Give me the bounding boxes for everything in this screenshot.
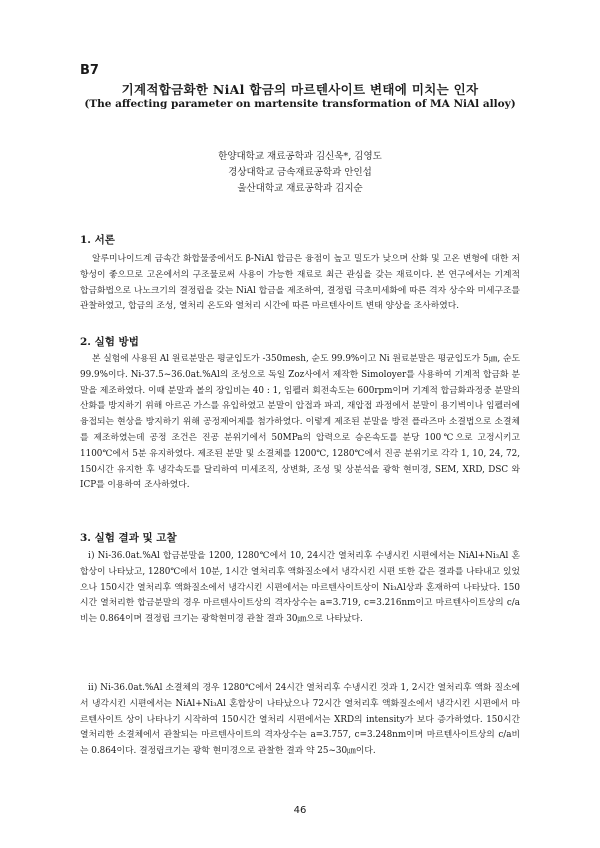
page-number: 46 [293,805,307,816]
introduction-paragraph: 알루미나이드계 금속간 화합물중에서도 β-NiAl 합금은 융점이 높고 밀도가 낮으며 산화 및 고온 변형에 대한 저항성이 좋으므로 고온에서의 구조물로써 사용이 가능한 재료로 최근 관심을 갖는 재료이다. 본 연구에서는 기계적 합금화법으로 나노크기의 결정립을 갖는 NiAl 합금을 제조하여, 결정립 극초미세화에 따른 격자 상수와 미세구조를 관찰하였고, 합금의 조성, 열처리 온도와 열처리 시간에 따른 마르텐사이트 변태 양상을 조사하였다. [80,254,520,312]
author-affiliation-3: 울산대학교 재료공학과 김지순 [237,183,363,194]
results-paragraph-1: ⅰ) Ni-36.0at.%Al 합금분말을 1200, 1280℃에서 10, 24시간 열처리후 수냉시킨 시편에서는 NiAl+Ni₃Al 혼합상이 나타났고, 1280℃에서 10분, 1시간 열처리후 액화질소에서 냉각시킨 시편 또한 같은 결과를 나타내고 있었으나 150시간 열처리후 액화질소에서 냉각시킨 시편에서는 마르텐사이트상이 Ni₃Al상과 혼재하여 나타났다. 150시간 열처리한 합금분말의 경우 마르텐사이트상의 격자상수는 a=3.719, c=3.216nm이고 마르텐사이트상의 c/a비는 0.864이며 결정립 크기는 광학현미경 관찰 결과 30㎛으로 나타났다. [80,551,520,625]
author-affiliation-1: 한양대학교 재료공학과 김신욱*, 김영도 [218,151,382,162]
section-heading-methods: 2. 실험 방법 [80,336,139,348]
paper-subtitle: (The affecting parameter on martensite transformation of MA NiAl alloy) [84,98,516,110]
author-affiliation-2: 경상대학교 금속재료공학과 안인섭 [228,167,372,178]
section-heading-introduction: 1. 서론 [80,234,115,246]
abstract-code: B7 [80,63,99,78]
section-heading-results: 3. 실험 결과 및 고찰 [80,532,177,544]
results-paragraph-2: ⅱ) Ni-36.0at.%Al 소결체의 경우 1280℃에서 24시간 열처리후 수냉시킨 것과 1, 2시간 열처리후 액화 질소에서 냉각시킨 시편에서는 NiAl+Ni₃Al 혼합상이 나타났으나 72시간 열처리후 액화질소에서 냉각시킨 시편에서 마르텐사이트 상이 나타나기 시작하여 150시간 열처리 시편에서는 XRD의 intensity가 보다 증가하였다. 150시간 열처리한 소결체에서 관찰되는 마르텐사이트의 격자상수는 a=3.757, c=3.248nm이며 마르텐사이트상의 c/a비는 0.864이다. 결정립크기는 광학 현미경으로 관찰한 결과 약 25~30㎛이다. [80,683,520,757]
paper-title: 기계적합금화한 NiAl 합금의 마르텐사이트 변태에 미치는 인자 [121,82,479,97]
methods-paragraph: 본 실험에 사용된 Al 원료분말은 평균입도가 -350mesh, 순도 99.9%이고 Ni 원료분말은 평균입도가 5㎛, 순도 99.9%이다. Ni-37.5~36.0at.%Al의 조성으로 독일 Zoz사에서 제작한 Simoloyer를 사용하여 기계적 합금화 분말을 제조하였다. 이때 분말과 볼의 장입비는 40 : 1, 임펠러 회전속도는 600rpm이며 기계적 합금화과정중 분말의 산화를 방지하기 위해 아르곤 가스를 유입하였고 분말이 압접과 파괴, 재압접 과정에서 분말이 용기벽이나 임펠러에 융접되는 현상을 방지하기 위해 공정제어제를 첨가하였다. 이렇게 제조된 분말을 방전 플라즈마 소결법으로 소결체를 제조하였는데 공정 조건은 진공 분위기에서 50MPa의 압력으로 승온속도를 분당 100℃으로 고정시키고 1100℃에서 5분 유지하였다. 제조된 분말 및 소결체를 1200℃, 1280℃에서 진공 분위기로 각각 1, 10, 24, 72, 150시간 유지한 후 냉각속도를 달리하여 미세조직, 상변화, 조성 및 상분석을 광학 현미경, SEM, XRD, DSC 와 ICP를 이용하여 조사하였다. [80,354,520,491]
